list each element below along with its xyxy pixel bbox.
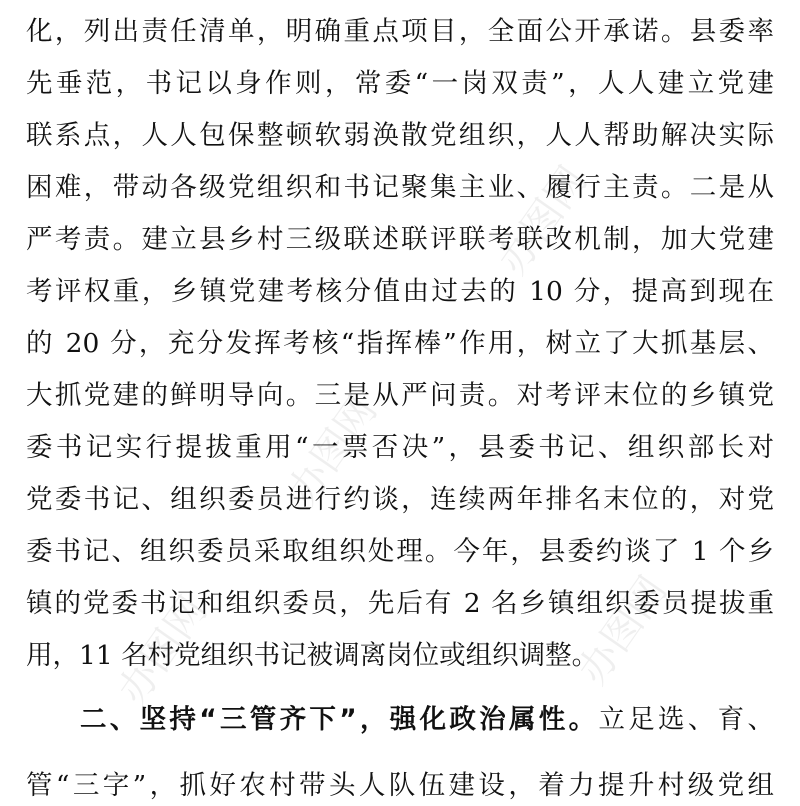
section-heading-line — [80, 700, 774, 740]
body-line-7: 的 20 分，充分发挥考核“指挥棒”作用，树立了大抓基层、 — [26, 328, 774, 359]
body-line-8: 大抓党建的鲜明导向。三是从严问责。对考评末位的乡镇党 — [26, 380, 774, 411]
watermark-text: 办图网 — [489, 158, 597, 283]
section-heading: 二、坚持“三管齐下”，强化政治属性。 — [80, 704, 599, 735]
body-line-13: 用，11 名村党组织书记被调离岗位或组织调整。 — [26, 640, 599, 671]
watermark-text: 办图网 — [279, 388, 387, 513]
section-heading-continuation: 立足选、育、 — [598, 704, 774, 735]
body-line-partial: 管“三字”，抓好农村带头人队伍建设，着力提升村级党组 — [26, 770, 774, 801]
body-line-10: 党委书记、组织委员进行约谈，连续两年排名末位的，对党 — [26, 484, 774, 515]
body-line-4: 困难，带动各级党组织和书记聚集主业、履行主责。二是从 — [26, 172, 774, 203]
body-line-3: 联系点，人人包保整顿软弱涣散党组织，人人帮助解决实际 — [26, 120, 774, 151]
watermark-text: 办图网 — [569, 568, 677, 693]
body-line-6: 考评权重，乡镇党建考核分值由过去的 10 分，提高到现在 — [26, 276, 774, 307]
body-line-1: 化，列出责任清单，明确重点项目，全面公开承诺。县委率 — [26, 16, 774, 47]
body-line-12: 镇的党委书记和组织委员，先后有 2 名乡镇组织委员提拔重 — [26, 588, 774, 619]
body-line-2: 先垂范，书记以身作则，常委“一岗双责”，人人建立党建 — [26, 68, 774, 99]
body-line-5: 严考责。建立县乡村三级联述联评联考联改机制，加大党建 — [26, 224, 774, 255]
body-line-9: 委书记实行提拔重用“一票否决”，县委书记、组织部长对 — [26, 432, 774, 463]
watermark-text: 办图网 — [109, 588, 217, 713]
body-line-11: 委书记、组织委员采取组织处理。今年，县委约谈了 1 个乡 — [26, 536, 774, 567]
